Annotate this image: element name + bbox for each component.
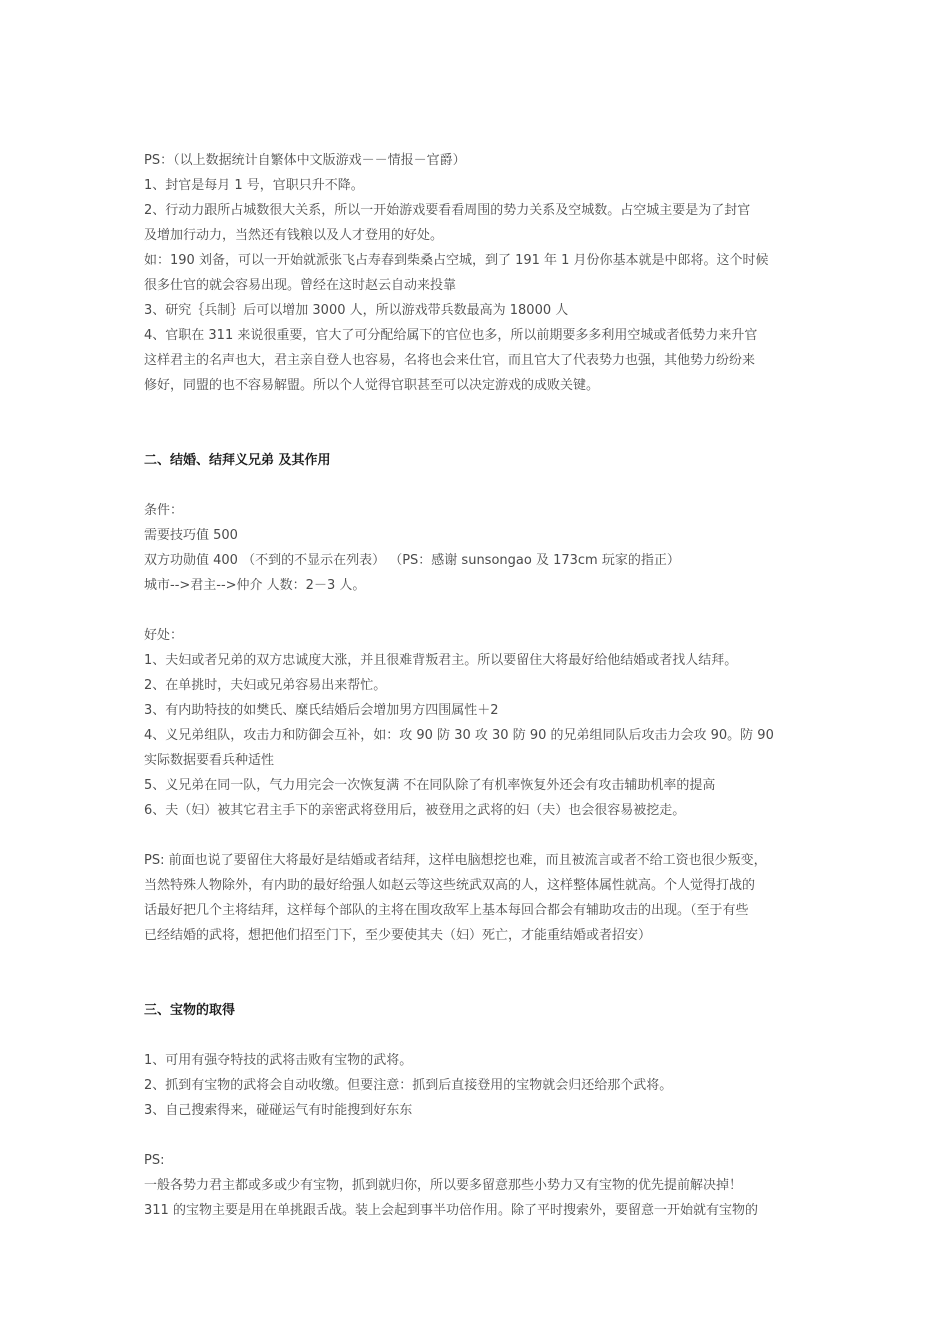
paragraph-line: 1、封官是每月 1 号，官职只升不降。 xyxy=(144,178,364,193)
paragraph-line: 实际数据要看兵种适性 xyxy=(144,753,275,768)
section-heading-marriage: 二、结婚、结拜义兄弟 及其作用 xyxy=(144,453,331,468)
paragraph-line: 一般各势力君主都或多或少有宝物，抓到就归你，所以要多留意那些小势力又有宝物的优先提前解决掉！ xyxy=(144,1178,743,1193)
paragraph-line: 2、在单挑时，夫妇或兄弟容易出来帮忙。 xyxy=(144,678,387,693)
spacer xyxy=(144,1023,814,1048)
conditions-title: 条件： xyxy=(144,503,184,518)
paragraph-line: 很多仕官的就会容易出现。曾经在这时赵云自动来投靠 xyxy=(144,278,457,293)
paragraph-line: 如：190 刘备，可以一开始就派张飞占寿春到柴桑占空城，到了 191 年 1 月份你基本就是中郎将。这个时候 xyxy=(144,253,769,268)
spacer xyxy=(144,598,814,623)
paragraph-line: 4、官职在 311 来说很重要，官大了可分配给属下的官位也多，所以前期要多多利用空城或者低势力来升官 xyxy=(144,328,758,343)
paragraph-line: PS: 前面也说了要留住大将最好是结婚或者结拜，这样电脑想挖也难，而且被流言或者不给工资也很少叛变， xyxy=(144,853,767,868)
spacer xyxy=(144,423,814,448)
paragraph-line: 1、夫妇或者兄弟的双方忠诚度大涨，并且很难背叛君主。所以要留住大将最好给他结婚或者找人结拜。 xyxy=(144,653,738,668)
paragraph-line: 这样君主的名声也大，君主亲自登人也容易，名将也会来仕官，而且官大了代表势力也强，其他势力纷纷来 xyxy=(144,353,756,368)
paragraph-line: 3、有内助特技的如樊氏、糜氏结婚后会增加男方四围属性＋2 xyxy=(144,703,499,718)
paragraph-line: 2、抓到有宝物的武将会自动收缴。但要注意：抓到后直接登用的宝物就会归还给那个武将。 xyxy=(144,1078,673,1093)
paragraph-line: 3、自己搜索得来，碰碰运气有时能搜到好东东 xyxy=(144,1103,413,1118)
spacer xyxy=(144,398,814,423)
spacer xyxy=(144,973,814,998)
paragraph-line: 城市-->君主-->仲介 人数：2－3 人。 xyxy=(144,578,366,593)
document-page xyxy=(144,148,814,1223)
paragraph-line: 3、研究｛兵制｝后可以增加 3000 人，所以游戏带兵数最高为 18000 人 xyxy=(144,303,569,318)
paragraph-line: 修好，同盟的也不容易解盟。所以个人觉得官职甚至可以决定游戏的成败关键。 xyxy=(144,378,600,393)
paragraph-line: 话最好把几个主将结拜，这样每个部队的主将在围攻敌军上基本每回合都会有辅助攻击的出现。（至于有些 xyxy=(144,903,749,918)
ps-title: PS: xyxy=(144,1153,165,1168)
spacer xyxy=(144,823,814,848)
spacer xyxy=(144,473,814,498)
paragraph-line: 已经结婚的武将，想把他们招至门下，至少要使其夫（妇）死亡，才能重结婚或者招安） xyxy=(144,928,652,943)
paragraph-line: 1、可用有强夺特技的武将击败有宝物的武将。 xyxy=(144,1053,413,1068)
paragraph-line: 当然特殊人物除外，有内助的最好给强人如赵云等这些统武双高的人，这样整体属性就高。个人觉得打战的 xyxy=(144,878,756,893)
spacer xyxy=(144,1123,814,1148)
paragraph-line: 5、义兄弟在同一队，气力用完会一次恢复满 不在同队除了有机率恢复外还会有攻击辅助机率的提高 xyxy=(144,778,716,793)
paragraph-line: 6、夫（妇）被其它君主手下的亲密武将登用后，被登用之武将的妇（夫）也会很容易被挖走。 xyxy=(144,803,686,818)
paragraph-line: 311 的宝物主要是用在单挑跟舌战。装上会起到事半功倍作用。除了平时搜索外，要留意一开始就有宝物的 xyxy=(144,1203,758,1218)
paragraph-line: 需要技巧值 500 xyxy=(144,528,238,543)
paragraph-line: 4、义兄弟组队，攻击力和防御会互补，如：攻 90 防 30 攻 30 防 90 的兄弟组同队后攻击力会攻 90。防 90 xyxy=(144,728,774,743)
paragraph-line: 2、行动力跟所占城数很大关系，所以一开始游戏要看看周围的势力关系及空城数。占空城主要是为了封官 xyxy=(144,203,751,218)
paragraph-line: 双方功勋值 400 （不到的不显示在列表） （PS：感谢 sunsongao 及 173cm 玩家的指正） xyxy=(144,553,680,568)
benefits-title: 好处： xyxy=(144,628,184,643)
spacer xyxy=(144,948,814,973)
section-heading-treasures: 三、宝物的取得 xyxy=(144,1003,236,1018)
paragraph-line: 及增加行动力，当然还有钱粮以及人才登用的好处。 xyxy=(144,228,444,243)
ps-officials-title: PS：（以上数据统计自繁体中文版游戏－－情报－官爵） xyxy=(144,153,466,168)
